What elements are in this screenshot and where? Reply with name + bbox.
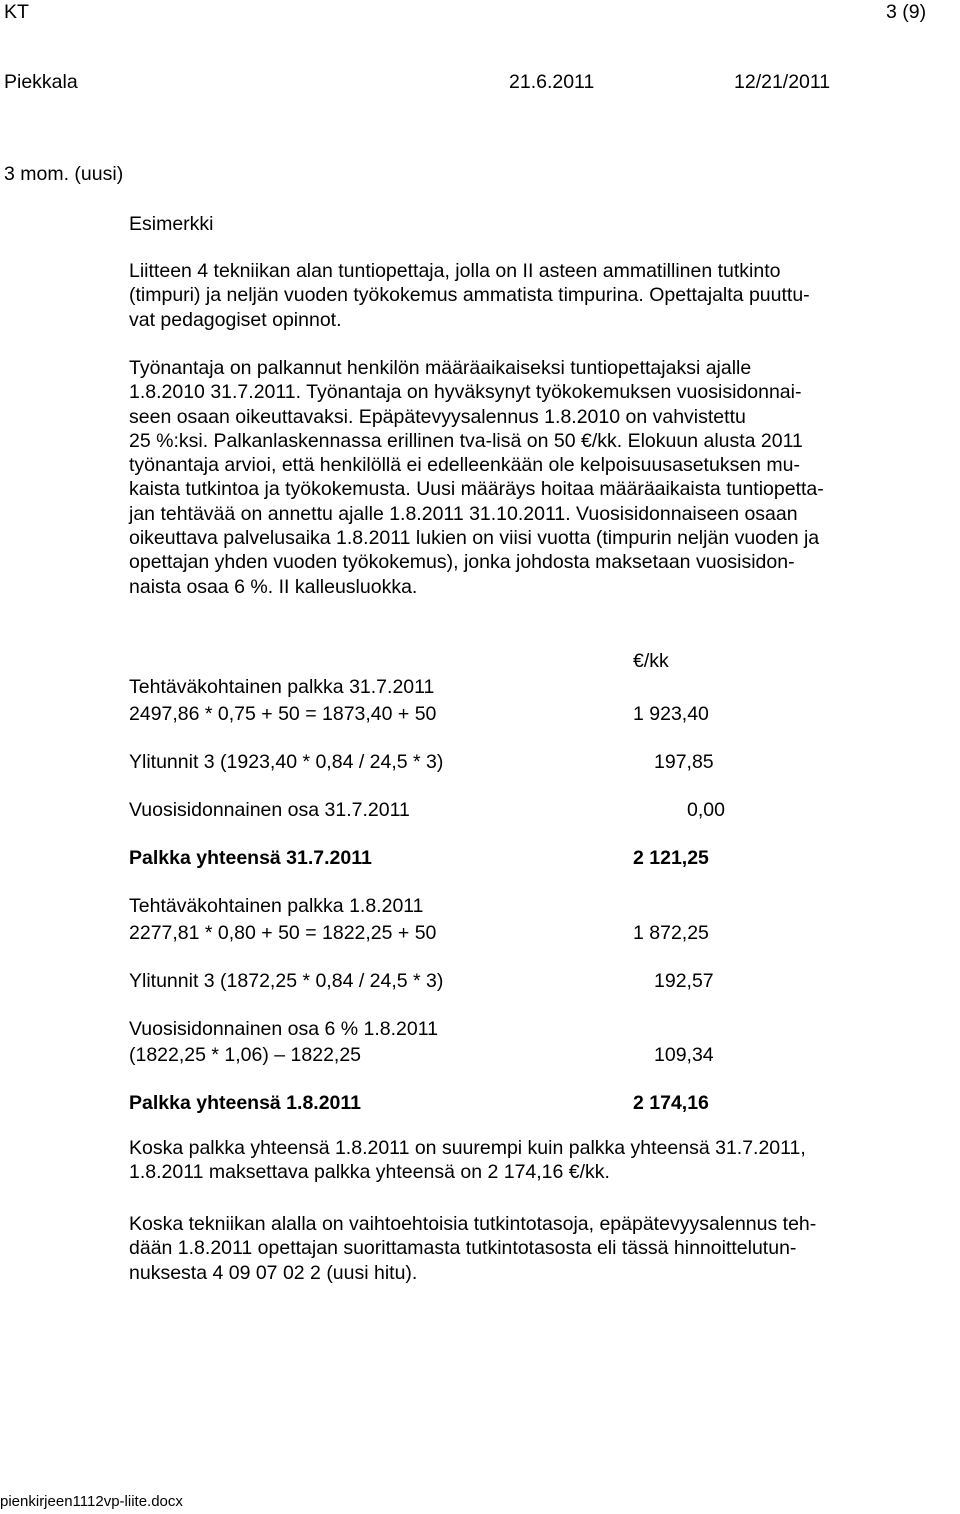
calc-row-label: 2277,81 * 0,80 + 50 = 1822,25 + 50 — [129, 922, 437, 944]
calc-total-label: Palkka yhteensä 1.8.2011 — [129, 1092, 362, 1114]
paragraph-line: dään 1.8.2011 opettajan suorittamasta tutkintotasosta eli tässä hinnoittelutun- — [129, 1237, 797, 1260]
calc-total-label: Palkka yhteensä 31.7.2011 — [129, 847, 372, 869]
calc-row-value: 1 923,40 — [633, 703, 709, 725]
calc-row-label: Vuosisidonnainen osa 31.7.2011 — [129, 799, 410, 821]
doc-code: KT — [4, 1, 29, 23]
calc-row-label: (1822,25 * 1,06) – 1822,25 — [129, 1044, 362, 1066]
paragraph-conclusion — [129, 1136, 949, 1185]
paragraph-intro — [129, 259, 949, 332]
paragraph-line: työnantaja arvioi, että henkilöllä ei edelleenkään ole kelpoisuusasetuksen mu- — [129, 454, 801, 477]
paragraph-line: nuksesta 4 09 07 02 2 (uusi hitu). — [129, 1261, 418, 1284]
paragraph-employment — [129, 356, 949, 599]
page-number: 3 (9) — [886, 1, 927, 23]
calc-row-label: 2497,86 * 0,75 + 50 = 1873,40 + 50 — [129, 703, 437, 725]
paragraph-line: vat pedagogiset opinnot. — [129, 308, 342, 331]
date-modified: 12/21/2011 — [734, 71, 831, 93]
paragraph-line: Liitteen 4 tekniikan alan tuntiopettaja, jolla on II asteen ammatillinen tutkinto — [129, 260, 781, 282]
paragraph-line: kaista tutkintoa ja työkokemusta. Uusi määräys hoitaa määräaikaista tuntiopetta- — [129, 478, 824, 501]
example-heading: Esimerkki — [129, 213, 214, 235]
date-created: 21.6.2011 — [509, 71, 595, 93]
paragraph-line: opettajan yhden vuoden työkokemus), jonka johdosta maksetaan vuosisidon- — [129, 551, 795, 574]
section-heading: 3 mom. (uusi) — [4, 163, 124, 185]
calc-total-value: 2 174,16 — [633, 1092, 709, 1114]
unit-header: €/kk — [633, 650, 669, 672]
paragraph-note — [129, 1212, 949, 1285]
calc-row-label: Tehtäväkohtainen palkka 31.7.2011 — [129, 676, 435, 698]
paragraph-line: 1.8.2010 31.7.2011. Työnantaja on hyväksynyt työkokemuksen vuosisidonnai- — [129, 381, 802, 404]
calc-row-label: Vuosisidonnainen osa 6 % 1.8.2011 — [129, 1018, 438, 1040]
paragraph-line: jan tehtävää on annettu ajalle 1.8.2011 31.10.2011. Vuosisidonnaiseen osaan — [129, 502, 798, 525]
calc-row-label: Ylitunnit 3 (1923,40 * 0,84 / 24,5 * 3) — [129, 751, 444, 773]
calc-row-value: 1 872,25 — [633, 922, 709, 944]
paragraph-line: oikeuttava palvelusaika 1.8.2011 lukien on viisi vuotta (timpurin neljän vuoden ja — [129, 527, 820, 550]
paragraph-line: Työnantaja on palkannut henkilön määräaikaiseksi tuntiopettajaksi ajalle — [129, 357, 752, 379]
author: Piekkala — [4, 71, 78, 93]
paragraph-line: 25 %:ksi. Palkanlaskennassa erillinen tva-lisä on 50 €/kk. Elokuun alusta 2011 — [129, 429, 803, 452]
footer-filename: pienkirjeen1112vp-liite.docx — [0, 1493, 183, 1510]
paragraph-line: 1.8.2011 maksettava palkka yhteensä on 2 174,16 €/kk. — [129, 1161, 610, 1184]
calc-total-value: 2 121,25 — [633, 847, 709, 869]
calc-row-label: Tehtäväkohtainen palkka 1.8.2011 — [129, 895, 424, 917]
paragraph-line: Koska palkka yhteensä 1.8.2011 on suurempi kuin palkka yhteensä 31.7.2011, — [129, 1137, 806, 1159]
calc-row-value: 109,34 — [654, 1044, 714, 1066]
paragraph-line: (timpuri) ja neljän vuoden työkokemus ammatista timpurina. Opettajalta puuttu- — [129, 284, 810, 307]
paragraph-line: seen osaan oikeuttavaksi. Epäpätevyysalennus 1.8.2010 on vahvistettu — [129, 405, 746, 428]
paragraph-line: naista osaa 6 %. II kalleusluokka. — [129, 575, 418, 598]
calc-row-value: 197,85 — [654, 751, 714, 773]
calc-row-value: 192,57 — [654, 970, 714, 992]
calc-row-label: Ylitunnit 3 (1872,25 * 0,84 / 24,5 * 3) — [129, 970, 444, 992]
calc-row-value: 0,00 — [687, 799, 725, 821]
paragraph-line: Koska tekniikan alalla on vaihtoehtoisia tutkintotasoja, epäpätevyysalennus teh- — [129, 1213, 817, 1235]
